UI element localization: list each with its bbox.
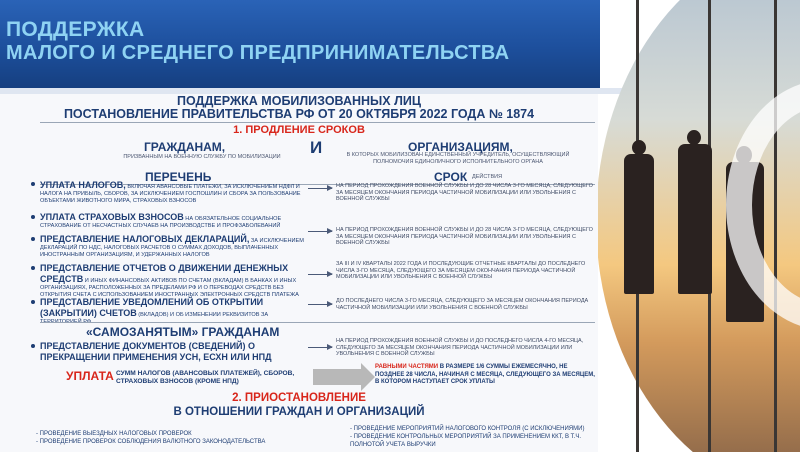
list-item-title: ПРЕДСТАВЛЕНИЕ ДОКУМЕНТОВ (СВЕДЕНИЙ) О ПРЕКРАЩЕНИИ ПРИМЕНЕНИЯ УСН, ЕСХН ИЛИ НПД bbox=[40, 341, 272, 362]
doc-decree-title: ПОСТАНОВЛЕНИЕ ПРАВИТЕЛЬСТВА РФ ОТ 20 ОКТЯБРЯ 2022 ГОДА № 1874 bbox=[63, 107, 535, 121]
bottom-left-item: - ПРОВЕДЕНИЕ ВЫЕЗДНЫХ НАЛОГОВЫХ ПРОВЕРОК bbox=[36, 431, 192, 437]
list-item-title: ПРЕДСТАВЛЕНИЕ НАЛОГОВЫХ ДЕКЛАРАЦИЙ, bbox=[40, 234, 250, 244]
list-item-title: ПРЕДСТАВЛЕНИЕ ОТЧЕТОВ О ДВИЖЕНИИ ДЕНЕЖНЫХ СРЕДСТВ bbox=[40, 263, 289, 284]
document-panel bbox=[0, 94, 598, 452]
bullet bbox=[31, 215, 35, 219]
divider bbox=[40, 122, 595, 123]
payment-label: УПЛАТА bbox=[66, 369, 114, 383]
arrow-right-icon bbox=[308, 188, 332, 189]
arrow-right-icon bbox=[308, 274, 332, 275]
list-item-text: ВКЛЮЧАЯ АВАНСОВЫЕ ПЛАТЕЖИ, ЗА ИСКЛЮЧЕНИЕМ НДФЛ И НАЛОГА НА ПРИБЫЛЬ, СБОРОВ, ЗА ИСКЛЮЧЕНИЕМ ГОСПОШЛИН И СБОРА ЗА ПОЛЬЗОВАНИЕ ОБЪЕКТАМИ ЖИВОТНОГО МИРА, СТРАХОВЫХ ВЗНОСОВ bbox=[40, 184, 301, 204]
payment-term-text: В РАЗМЕРЕ 1/6 СУММЫ ЕЖЕМЕСЯЧНО, НЕ ПОЗДНЕЕ 28 ЧИСЛА, НАЧИНАЯ С МЕСЯЦА, СЛЕДУЮЩЕГО ЗА МЕСЯЦЕМ, В КОТОРОМ НАСТУПАЕТ СРОК УПЛАТЫ bbox=[375, 364, 595, 385]
section1-title: 1. ПРОДЛЕНИЕ СРОКОВ bbox=[233, 124, 365, 136]
bullet bbox=[31, 237, 35, 241]
banner-title-line2: МАЛОГО И СРЕДНЕГО ПРЕДПРИНИМАТЕЛЬСТВА bbox=[6, 42, 510, 64]
list-item-text: И ИНЫХ ФИНАНСОВЫХ АКТИВОВ ПО СЧЕТАМ (ВКЛАДАМ) В БАНКАХ И ИНЫХ ОРГАНИЗАЦИЯХ, РАСПОЛОЖЕННЫХ ЗА ПРЕДЕЛАМИ РФ И О ПЕРЕВОДАХ СРЕДСТВ БЕЗ ОТКРЫТИЯ СЧЕТА С ИСПОЛЬЗОВАНИЕМ ИНОСТРАННЫХ ЭЛЕКТРОННЫХ СРЕДСТВ ПЛАТЕЖА bbox=[40, 278, 299, 298]
person-silhouette bbox=[624, 154, 654, 294]
list-item-text: ЗА ИСКЛЮЧЕНИЕМ ДЕКЛАРАЦИЙ ПО НДС, НАЛОГОВЫХ РАСЧЕТОВ О СУММАХ ДОХОДОВ, ВЫПЛАЧЕННЫХ ИНОСТРАННЫМ ОРГАНИЗАЦИЯМ, И УДЕРЖАННЫХ НАЛОГОВ bbox=[40, 238, 304, 258]
conjunction: И bbox=[310, 138, 323, 157]
list-item-text: (ВКЛАДОВ) И ОБ ИЗМЕНЕНИИ РЕКВИЗИТОВ ЗА bbox=[138, 312, 269, 318]
person-silhouette bbox=[678, 144, 712, 294]
list-item-title: УПЛАТА НАЛОГОВ, bbox=[40, 180, 126, 190]
big-arrow-right-icon bbox=[313, 369, 361, 385]
bullet bbox=[31, 344, 35, 348]
list-item bbox=[40, 212, 305, 230]
arrow-right-icon bbox=[308, 347, 332, 348]
term-text: ДО ПОСЛЕДНЕГО ЧИСЛА 3-ГО МЕСЯЦА, СЛЕДУЮЩЕГО ЗА МЕСЯЦЕМ ОКОНЧАНИЯ ПЕРИОДА ЧАСТИЧНОЙ МОБИЛИЗАЦИИ ИЛИ УВОЛЬНЕНИЯ С ВОЕННОЙ СЛУЖБЫ bbox=[336, 298, 589, 311]
organizations-subtext: В КОТОРЫХ МОБИЛИЗОВАН ЕДИНСТВЕННЫЙ УЧРЕДИТЕЛЬ, ОСУЩЕСТВЛЯЮЩИЙ ПОЛНОМОЧИЯ ЕДИНОЛИЧНОГО ИСПОЛНИТЕЛЬНОГО ОРГАНА bbox=[346, 152, 570, 165]
list-item bbox=[40, 341, 275, 363]
payment-term bbox=[375, 364, 595, 387]
header-banner bbox=[0, 0, 600, 88]
list-item bbox=[40, 234, 305, 259]
selfemployed-heading: «САМОЗАНЯТЫМ» ГРАЖДАНАМ bbox=[86, 325, 280, 339]
payment-term-highlight: РАВНЫМИ ЧАСТЯМИ bbox=[375, 364, 439, 370]
citizens-heading: ГРАЖДАНАМ, bbox=[144, 140, 226, 154]
list-item-title: ПРЕДСТАВЛЕНИЕ УВЕДОМЛЕНИЙ ОБ ОТКРЫТИИ (ЗАКРЫТИИ) СЧЕТОВ bbox=[40, 297, 264, 318]
arrow-right-icon bbox=[308, 231, 332, 232]
term-text: НА ПЕРИОД ПРОХОЖДЕНИЯ ВОЕННОЙ СЛУЖБЫ И ДО ПОСЛЕДНЕГО ЧИСЛА 4-ГО МЕСЯЦА, СЛЕДУЮЩЕГО ЗА МЕСЯЦЕМ ОКОНЧАНИЯ ПЕРИОДА ЧАСТИЧНОЙ МОБИЛИЗАЦИИ ИЛИ УВОЛЬНЕНИЯ С ВОЕННОЙ СЛУЖБЫ bbox=[336, 338, 584, 357]
organizations-heading: ОРГАНИЗАЦИЯМ, bbox=[408, 140, 513, 154]
bullet bbox=[31, 300, 35, 304]
doc-title: ПОДДЕРЖКА МОБИЛИЗОВАННЫХ ЛИЦ bbox=[177, 94, 421, 108]
list-item bbox=[40, 180, 305, 205]
citizens-subtext: ПРИЗВАННЫМ НА ВОЕННУЮ СЛУЖБУ ПО МОБИЛИЗАЦИИ bbox=[123, 154, 281, 160]
payment-text: СУММ НАЛОГОВ (АВАНСОВЫХ ПЛАТЕЖЕЙ), СБОРОВ, СТРАХОВЫХ ВЗНОСОВ (КРОМЕ НПД) bbox=[116, 370, 295, 385]
divider bbox=[40, 322, 595, 323]
list-item-title: УПЛАТА СТРАХОВЫХ ВЗНОСОВ bbox=[40, 212, 184, 222]
bullet bbox=[31, 266, 35, 270]
term-heading: СРОК bbox=[434, 170, 468, 184]
list-heading: ПЕРЕЧЕНЬ bbox=[145, 170, 212, 184]
section2-title: 2. ПРИОСТАНОВЛЕНИЕ bbox=[232, 392, 366, 404]
business-people-photo bbox=[596, 0, 800, 452]
arrow-right-icon bbox=[308, 304, 332, 305]
list-item bbox=[40, 263, 305, 299]
bottom-right-item: - ПРОВЕДЕНИЕ КОНТРОЛЬНЫХ МЕРОПРИЯТИЙ ЗА ПРИМЕНЕНИЕМ ККТ, В Т.Ч. ПОЛНОТОЙ УЧЕТА ВЫРУЧКИ bbox=[350, 434, 581, 448]
term-heading-sub: ДЕЙСТВИЯ bbox=[472, 174, 503, 180]
term-text: НА ПЕРИОД ПРОХОЖДЕНИЯ ВОЕННОЙ СЛУЖБЫ И ДО 28 ЧИСЛА 3-ГО МЕСЯЦА, СЛЕДУЮЩЕГО ЗА МЕСЯЦЕМ ОКОНЧАНИЯ ПЕРИОДА ЧАСТИЧНОЙ МОБИЛИЗАЦИИ ИЛИ УВОЛЬНЕНИЯ С ВОЕННОЙ СЛУЖБЫ bbox=[336, 183, 593, 202]
person-silhouette-head bbox=[632, 140, 646, 155]
term-text: ЗА III И IV КВАРТАЛЫ 2022 ГОДА И ПОСЛЕДУЮЩИЕ ОТЧЕТНЫЕ КВАРТАЛЫ ДО ПОСЛЕДНЕГО ЧИСЛА 3-ГО МЕСЯЦА, СЛЕДУЮЩЕГО ЗА МЕСЯЦЕМ ОКОНЧАНИЯ ПЕРИОДА ЧАСТИЧНОЙ МОБИЛИЗАЦИИ ИЛИ УВОЛЬНЕНИЯ С ВОЕННОЙ СЛУЖБЫ bbox=[336, 261, 586, 280]
person-silhouette-head bbox=[687, 130, 701, 145]
banner-title-line1: ПОДДЕРЖКА bbox=[6, 18, 145, 41]
bottom-left-item: - ПРОВЕДЕНИЕ ПРОВЕРОК СОБЛЮДЕНИЯ ВАЛЮТНОГО ЗАКОНОДАТЕЛЬСТВА bbox=[36, 439, 266, 445]
bottom-right-item: - ПРОВЕДЕНИЕ МЕРОПРИЯТИЙ НАЛОГОВОГО КОНТРОЛЯ (С ИСКЛЮЧЕНИЯМИ) bbox=[350, 426, 585, 432]
bullet bbox=[31, 182, 35, 186]
section2-subtitle: В ОТНОШЕНИИ ГРАЖДАН И ОРГАНИЗАЦИЙ bbox=[173, 406, 425, 418]
term-text: НА ПЕРИОД ПРОХОЖДЕНИЯ ВОЕННОЙ СЛУЖБЫ И ДО 28 ЧИСЛА 3-ГО МЕСЯЦА, СЛЕДУЮЩЕГО ЗА МЕСЯЦЕМ ОКОНЧАНИЯ ПЕРИОДА ЧАСТИЧНОЙ МОБИЛИЗАЦИИ ИЛИ УВОЛЬНЕНИЯ С ВОЕННОЙ СЛУЖБЫ bbox=[336, 227, 593, 246]
list-item-text: НА ОБЯЗАТЕЛЬНОЕ СОЦИАЛЬНОЕ СТРАХОВАНИЕ ОТ НЕСЧАСТНЫХ СЛУЧАЕВ НА ПРОИЗВОДСТВЕ И ПРОФЗАБОЛЕВАНИЙ bbox=[40, 216, 282, 229]
